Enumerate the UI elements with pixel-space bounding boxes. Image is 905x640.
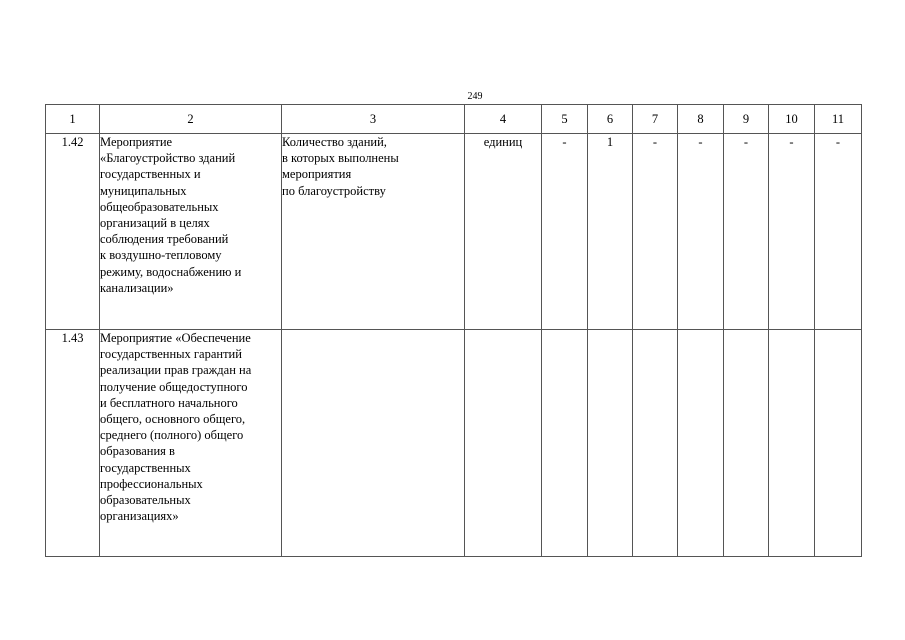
- column-header: 9: [724, 105, 769, 134]
- column-header: 5: [542, 105, 588, 134]
- table-header-row: [46, 105, 862, 134]
- column-header: 2: [100, 105, 282, 134]
- column-header: 10: [769, 105, 815, 134]
- column-header: 4: [465, 105, 542, 134]
- unit-cell: единиц: [465, 134, 542, 330]
- table-row: [46, 330, 862, 557]
- page-number: 249: [467, 91, 483, 102]
- value-cell: -: [724, 134, 769, 330]
- value-cell: -: [769, 134, 815, 330]
- row-number: 1.42: [46, 134, 100, 330]
- table-row: [46, 134, 862, 330]
- column-header: 3: [282, 105, 465, 134]
- column-header: 6: [588, 105, 633, 134]
- value-cell: -: [815, 134, 862, 330]
- column-header: 8: [678, 105, 724, 134]
- value-cell: [633, 330, 678, 557]
- value-cell: [588, 330, 633, 557]
- value-cell: -: [542, 134, 588, 330]
- value-cell: -: [633, 134, 678, 330]
- value-cell: 1: [588, 134, 633, 330]
- event-name: Мероприятие «Обеспечение государственных гарантий реализации прав граждан на получение общедоступного и бесплатного начального общего, основного общего, среднего (полного) общего образования в государственных профессиональных образовательных организациях»: [100, 330, 282, 557]
- value-cell: [724, 330, 769, 557]
- indicator-name: Количество зданий, в которых выполнены мероприятия по благоустройству: [282, 134, 465, 330]
- column-header: 1: [46, 105, 100, 134]
- value-cell: [815, 330, 862, 557]
- unit-cell: [465, 330, 542, 557]
- value-cell: [769, 330, 815, 557]
- row-number: 1.43: [46, 330, 100, 557]
- indicator-name: [282, 330, 465, 557]
- column-header: 11: [815, 105, 862, 134]
- data-table: [45, 104, 862, 557]
- column-header: 7: [633, 105, 678, 134]
- value-cell: [678, 330, 724, 557]
- event-name: Мероприятие «Благоустройство зданий государственных и муниципальных общеобразовательных организаций в целях соблюдения требований к воздушно-тепловому режиму, водоснабжению и канализации»: [100, 134, 282, 330]
- value-cell: -: [678, 134, 724, 330]
- value-cell: [542, 330, 588, 557]
